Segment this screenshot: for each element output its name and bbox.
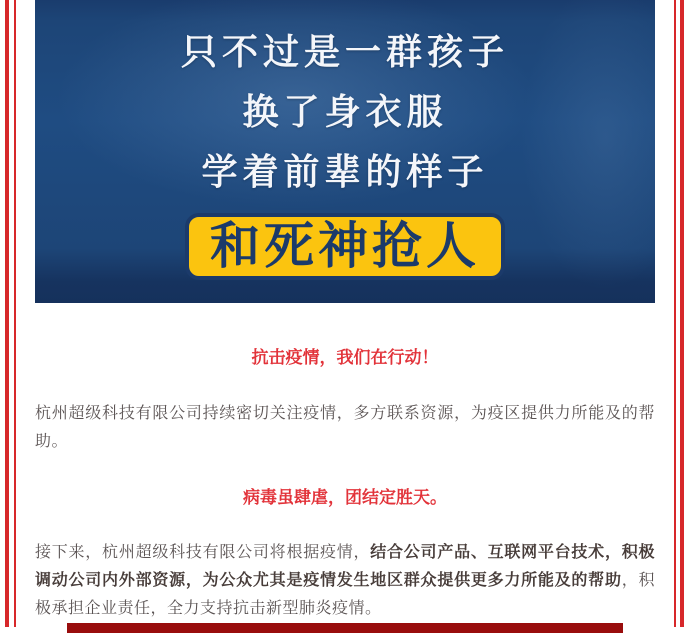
frame-line-right-inner <box>674 0 676 627</box>
hero-highlight-banner: 和死神抢人 <box>185 213 505 280</box>
hero-text-line-1: 只不过是一群孩子 <box>180 31 509 73</box>
frame-line-left-inner <box>14 0 16 627</box>
hero-text-line-3: 学着前辈的样子 <box>201 151 489 193</box>
paragraph-next-steps <box>35 539 655 623</box>
hero-text-line-2: 换了身衣服 <box>242 91 448 133</box>
paragraph-next-steps-prefix: 接下来，杭州超级科技有限公司将根据疫情， <box>35 544 371 561</box>
paragraph-next-steps-suffix: ，积极承担企业责任，全力支持抗击新型肺炎疫情。 <box>35 572 655 617</box>
section-divider-bar <box>67 623 623 633</box>
article-content <box>35 0 655 633</box>
paragraph-next-steps-bold: 结合公司产品、互联网平台技术，积极调动公司内外部资源，为公众尤其是疫情发生地区群众提供更多力所能及的帮助 <box>35 544 655 589</box>
frame-line-right-outer <box>680 0 684 627</box>
section-heading-unity: 病毒虽肆虐，团结定胜天。 <box>243 488 447 507</box>
frame-line-left-outer <box>5 0 9 627</box>
section-heading-fight-epidemic: 抗击疫情，我们在行动！ <box>251 348 439 367</box>
hero-poster-image[interactable] <box>35 0 655 303</box>
paragraph-company-action: 杭州超级科技有限公司持续密切关注疫情，多方联系资源，为疫区提供力所能及的帮助。 <box>35 405 655 450</box>
